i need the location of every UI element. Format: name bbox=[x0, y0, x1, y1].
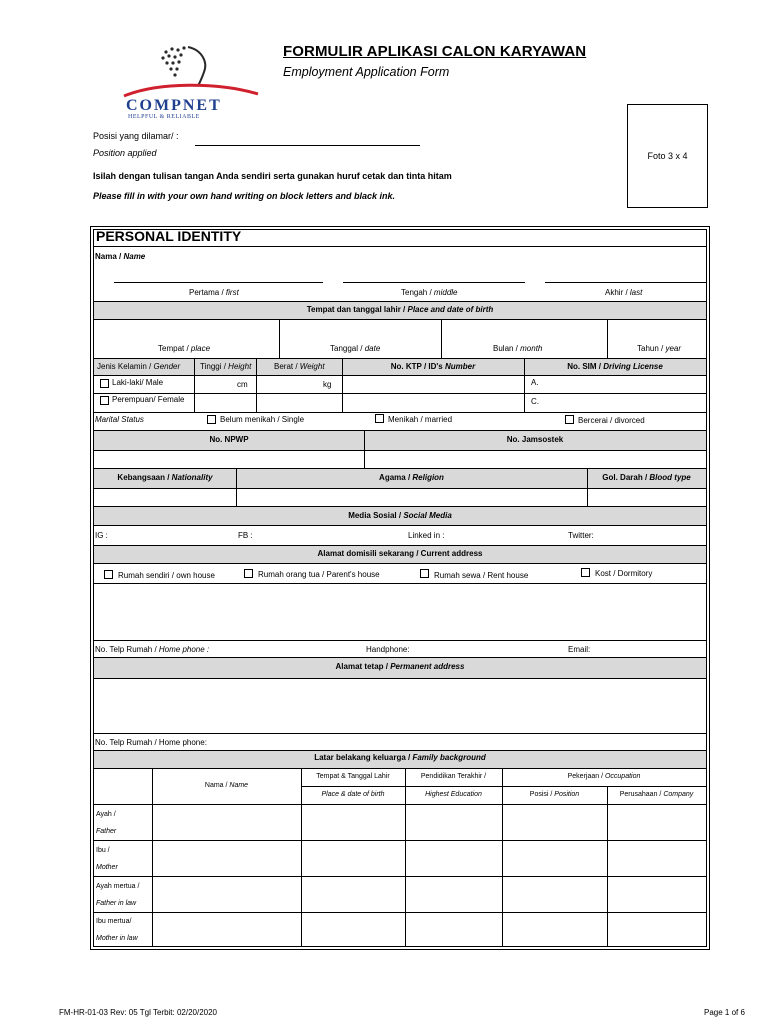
family-header: Latar belakang keluarga / Family background bbox=[314, 753, 486, 762]
photo-box[interactable] bbox=[627, 104, 708, 208]
place-caption: Tempat / place bbox=[158, 344, 211, 353]
col-birth-top: Tempat & Tanggal Lahir bbox=[316, 773, 390, 780]
parent-house-checkbox[interactable] bbox=[244, 569, 253, 578]
position-label: Posisi yang dilamar/ : bbox=[93, 131, 179, 141]
twitter-label: Twitter: bbox=[568, 531, 594, 540]
parent-house-label: Rumah orang tua / Parent's house bbox=[258, 570, 380, 579]
family-row-father-in-law-en: Father in law bbox=[96, 900, 137, 907]
col-edu-en: Highest Education bbox=[425, 791, 482, 798]
middle-name-caption: Tengah / middle bbox=[401, 288, 458, 297]
fb-label: FB : bbox=[238, 531, 253, 540]
family-row-mother-id: Ibu / bbox=[96, 847, 110, 854]
last-name-caption: Akhir / last bbox=[605, 288, 643, 297]
sim-header: No. SIM / Driving License bbox=[567, 362, 663, 371]
ktp-header: No. KTP / ID's Number bbox=[390, 362, 476, 371]
col-name-header: Nama / Name bbox=[204, 782, 249, 789]
col-company-header: Perusahaan / Company bbox=[619, 791, 694, 798]
year-caption: Tahun / year bbox=[637, 344, 682, 353]
divorced-label: Bercerai / divorced bbox=[578, 416, 645, 425]
family-row-father-en: Father bbox=[96, 828, 117, 835]
section-title: PERSONAL IDENTITY bbox=[96, 228, 242, 244]
npwp-header: No. NPWP bbox=[209, 435, 249, 444]
last-name-line[interactable] bbox=[545, 282, 707, 283]
form-subtitle: Employment Application Form bbox=[283, 65, 450, 79]
blood-type-header: Gol. Darah / Blood type bbox=[602, 473, 691, 482]
handphone-label: Handphone: bbox=[366, 645, 410, 654]
religion-header: Agama / Religion bbox=[379, 473, 444, 482]
instruction-id: Isilah dengan tulisan tangan Anda sendiri serta gunakan huruf cetak dan tinta hitam bbox=[93, 171, 452, 181]
nationality-header: Kebangsaan / Nationality bbox=[117, 473, 213, 482]
sim-a-label: A. bbox=[531, 378, 539, 387]
single-label: Belum menikah / Single bbox=[220, 415, 305, 424]
photo-label: Foto 3 x 4 bbox=[647, 151, 688, 161]
weight-header: Berat / Weight bbox=[274, 362, 325, 371]
linkedin-label: Linked in : bbox=[408, 531, 445, 540]
family-row-mother-in-law-id: Ibu mertua/ bbox=[96, 918, 132, 925]
birth-header: Tempat dan tanggal lahir / Place and date of birth bbox=[306, 305, 494, 314]
sim-c-label: C. bbox=[531, 397, 539, 406]
own-house-checkbox[interactable] bbox=[104, 570, 113, 579]
divorced-checkbox[interactable] bbox=[565, 415, 574, 424]
col-birth-en: Place & date of birth bbox=[321, 791, 385, 798]
kost-label: Kost / Dormitory bbox=[595, 569, 653, 578]
logo-tagline: HELPFUL & RELIABLE bbox=[128, 114, 200, 120]
rent-house-checkbox[interactable] bbox=[420, 569, 429, 578]
email-label: Email: bbox=[568, 645, 591, 654]
position-input-line[interactable] bbox=[195, 145, 420, 146]
marital-label: Marital Status bbox=[95, 415, 144, 424]
female-label: Perempuan/ Female bbox=[112, 395, 185, 404]
name-label: Nama / Name bbox=[95, 252, 146, 261]
col-job-header: Pekerjaan / Occupation bbox=[567, 773, 641, 780]
family-row-mother-en: Mother bbox=[96, 864, 118, 871]
family-row-father-in-law-id: Ayah mertua / bbox=[96, 883, 140, 890]
first-name-caption: Pertama / first bbox=[189, 288, 239, 297]
single-checkbox[interactable] bbox=[207, 415, 216, 424]
date-caption: Tanggal / date bbox=[330, 344, 381, 353]
family-row-mother-in-law-en: Mother in law bbox=[96, 935, 138, 942]
jamsostek-header: No. Jamsostek bbox=[506, 435, 564, 444]
female-checkbox[interactable] bbox=[100, 396, 109, 405]
page-number: Page 1 of 6 bbox=[704, 1008, 745, 1017]
month-caption: Bulan / month bbox=[493, 344, 543, 353]
col-edu-top: Pendidikan Terakhir / bbox=[420, 773, 487, 780]
kost-checkbox[interactable] bbox=[581, 568, 590, 577]
first-name-line[interactable] bbox=[114, 282, 323, 283]
kg-unit: kg bbox=[323, 380, 332, 389]
own-house-label: Rumah sendiri / own house bbox=[118, 571, 215, 580]
logo-text: COMPNET bbox=[126, 97, 222, 114]
gender-header: Jenis Kelamin / Gender bbox=[97, 362, 181, 371]
home-phone-label: No. Telp Rumah / Home phone : bbox=[95, 645, 210, 654]
cm-unit: cm bbox=[237, 380, 248, 389]
company-logo bbox=[118, 42, 268, 120]
permanent-address-header: Alamat tetap / Permanent address bbox=[335, 662, 465, 671]
current-address-header: Alamat domisili sekarang / Current address bbox=[317, 549, 483, 558]
ig-label: IG : bbox=[95, 531, 108, 540]
middle-name-line[interactable] bbox=[343, 282, 525, 283]
personal-identity-form bbox=[93, 229, 707, 947]
male-checkbox[interactable] bbox=[100, 379, 109, 388]
social-media-header: Media Sosial / Social Media bbox=[348, 511, 452, 520]
instruction-en: Please fill in with your own hand writing on block letters and black ink. bbox=[93, 191, 396, 201]
form-title: FORMULIR APLIKASI CALON KARYAWAN bbox=[283, 43, 587, 60]
married-label: Menikah / married bbox=[388, 415, 453, 424]
col-position-header: Posisi / Position bbox=[529, 791, 580, 798]
height-header: Tinggi / Height bbox=[200, 362, 252, 371]
position-label-en: Position applied bbox=[93, 148, 157, 158]
family-row-father-id: Ayah / bbox=[96, 811, 116, 818]
home-phone-permanent-label: No. Telp Rumah / Home phone: bbox=[95, 738, 207, 747]
married-checkbox[interactable] bbox=[375, 414, 384, 423]
rent-house-label: Rumah sewa / Rent house bbox=[434, 571, 529, 580]
male-label: Laki-laki/ Male bbox=[112, 378, 164, 387]
document-code: FM-HR-01-03 Rev: 05 Tgl Terbit: 02/20/2020 bbox=[59, 1008, 218, 1017]
